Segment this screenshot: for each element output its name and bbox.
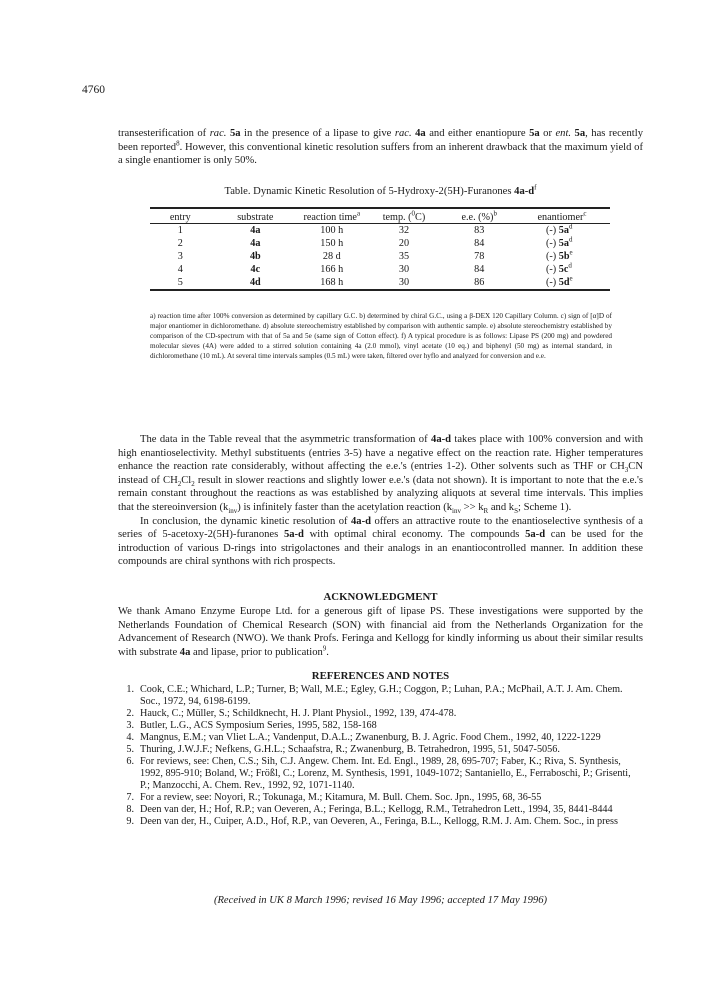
header-ee: e.e. (%)$^b$ <box>461 209 497 223</box>
results-table <box>150 207 610 291</box>
header-substrate: substrate <box>237 212 274 223</box>
reference-item: 1. Cook, C.E.; Whichard, L.P.; Turner, B; Wall, M.E.; Egley, G.H.; Coggon, P.; Luhan, P.A.; McPhail, A.T. J. Am. Chem. Soc., 1972, 94, 6198-6199. <box>126 684 623 707</box>
header-enantiomer: enantiomer$^c$ <box>537 209 587 223</box>
table-footnotes: a) reaction time after 100% conversion as determined by capillary G.C. b) determined by chiral G.C., using a β-DEX 120 Capillary Column. c) sign of [α]D of major enantiomer in dichloromethane. d) absolute stereochemistry established by comparison with authentic sample. e) absolute stereochemistry established by comparison of the CD-spectrum with that of 5a and 5e (same sign of Cotton effect). f) A typical procedure is as follows: Lipase PS (200 mg) and powdered molecular sieves (4A) were added to a stirred solution containing 4a (2.0 mmol), vinyl acetate (10 eq.) and biphenyl (50 mg) as internal standard, in dichloromethane (10 mL). At several time intervals samples (0.5 mL) were taken, filtered over hyflo and analyzed for conversion and e.e. <box>150 312 612 360</box>
paragraph-data: The data in the Table reveal that the asymmetric transformation of 4a-d takes place with 100% conversion and with high enantioselectivity. Methyl substituents (entries 3-5) have a negative effect on the reaction rate. Higher temperatures enhance the reaction rate considerably, without affecting the e.e.'s (entries 1-2). Other solvents such as THF or $CH_3CN$ instead of $CH_2Cl_2$ result in slower reactions and slightly lower e.e.'s (data not shown). It is important to note that the e.e.'s remain constant throughout the reactions as was established by analyzing aliquots at several time intervals. This implies that the stereoinversion $(k_{inv})$ is infinitely faster than the acetylation reaction ($k_{inv} >> k_R$ and $k_S$; Scheme 1). <box>118 434 643 516</box>
reference-item: 8. Deen van der, H.; Hof, R.P.; van Oeveren, A.; Feringa, B.L.; Kellogg, R.M., Tetrahedron Lett., 1994, 35, 8441-8444 <box>126 804 613 815</box>
received-dates: (Received in UK 8 March 1996; revised 16 May 1996; accepted 17 May 1996) <box>213 895 548 906</box>
reference-item: 9. Deen van der, H., Cuiper, A.D., Hof, R.P., van Oeveren, A., Feringa, B.L., Kellogg, R.M. J. Am. Chem. Soc., in press <box>126 816 618 827</box>
table-row: 2 4a 150 h 20 84 (-) $5a^d$ <box>177 235 573 249</box>
header-temp: temp. ($^0$C) <box>382 209 426 223</box>
reference-item: 5. Thuring, J.W.J.F.; Nefkens, G.H.L.; Schaafstra, R.; Zwanenburg, B. Tetrahedron, 1995, 51, 5047-5056. <box>126 744 560 755</box>
table-row: 1 4a 100 h 32 83 (-) $5a^d$ <box>177 222 573 236</box>
header-reaction-time: reaction time$^a$ <box>303 209 361 223</box>
acknowledgment-heading: ACKNOWLEDGMENT <box>323 591 438 603</box>
table-header-row <box>150 208 610 224</box>
paragraph-conclusion: In conclusion, the dynamic kinetic resolution of 4a-d offers an attractive route to the enantioselective synthesis of a series of 5-acetoxy-2(5H)-furanones 5a-d with optimal chiral economy. The compounds 5a-d can be used for the introduction of various D-rings into strigolactones and their analogs in an enantiocontrolled manner. In addition these compounds are chiral synthons with rich prospects. <box>118 515 643 568</box>
table-row: 4 4c 166 h 30 84 (-) $5c^d$ <box>177 261 572 275</box>
reference-item: 7. For a review, see: Noyori, R.; Tokunaga, M.; Kitamura, M. Bull. Chem. Soc. Jpn., 1995, 68, 36-55 <box>126 792 542 803</box>
reference-item: 3. Butler, L.G., ACS Symposium Series, 1995, 582, 158-168 <box>126 720 377 731</box>
reference-item: 4. Mangnus, E.M.; van Vliet L.A.; Vandenput, D.A.L.; Zwanenburg, B. J. Agric. Food Chem., 1992, 40, 1222-1229 <box>126 732 601 743</box>
references-heading: REFERENCES AND NOTES <box>311 670 450 682</box>
page-number: 4760 <box>82 84 105 96</box>
header-entry: entry <box>169 212 191 223</box>
references-list <box>118 684 643 828</box>
results-discussion <box>118 433 643 569</box>
reference-item: 6. For reviews, see: Chen, C.S.; Sih, C.J. Angew. Chem. Int. Ed. Engl., 1989, 28, 695-707; Faber, K.; Riva, S. Synthesis, 1992, 895-910; Boland, W.; Frößl, C.; Lorenz, M. Synthesis, 1991, 1049-1072; Santaniello, E., Ferraboschi, P.; Grisenti, P.; Manzocchi, A. Chem. Rev., 1992, 92, 1071-1140. <box>126 756 631 791</box>
table-row: 3 4b 28 d 35 78 (-) $5b^e$ <box>177 248 573 262</box>
table-caption: Table. Dynamic Kinetic Resolution of 5-Hydroxy-2(5H)-Furanones $4a-d^f$ <box>224 183 537 197</box>
intro-paragraph: transesterification of rac. 5a in the presence of a lipase to give rac. 4a and either enantiopure 5a or ent. 5a, has recently been reported$^8$. However, this conventional kinetic resolution suffers from an inherent drawback that the maximum yield of a single enantiomer is only 50%. <box>118 128 643 167</box>
table-row: 5 4d 168 h 30 86 (-) $5d^e$ <box>150 276 610 290</box>
reference-item: 2. Hauck, C.; Müller, S.; Schildknecht, H. J. Plant Physiol., 1992, 139, 474-478. <box>126 708 457 719</box>
acknowledgment-text: We thank Amano Enzyme Europe Ltd. for a generous gift of lipase PS. These investigations were supported by the Netherlands Foundation of Chemical Research (SON) with financial aid from the Netherlands Organization for the Advancement of Research (NWO). We thank Profs. Feringa and Kellogg for kindly informing us about their similar results with substrate 4a and lipase, prior to publication$^9$. <box>118 606 643 658</box>
